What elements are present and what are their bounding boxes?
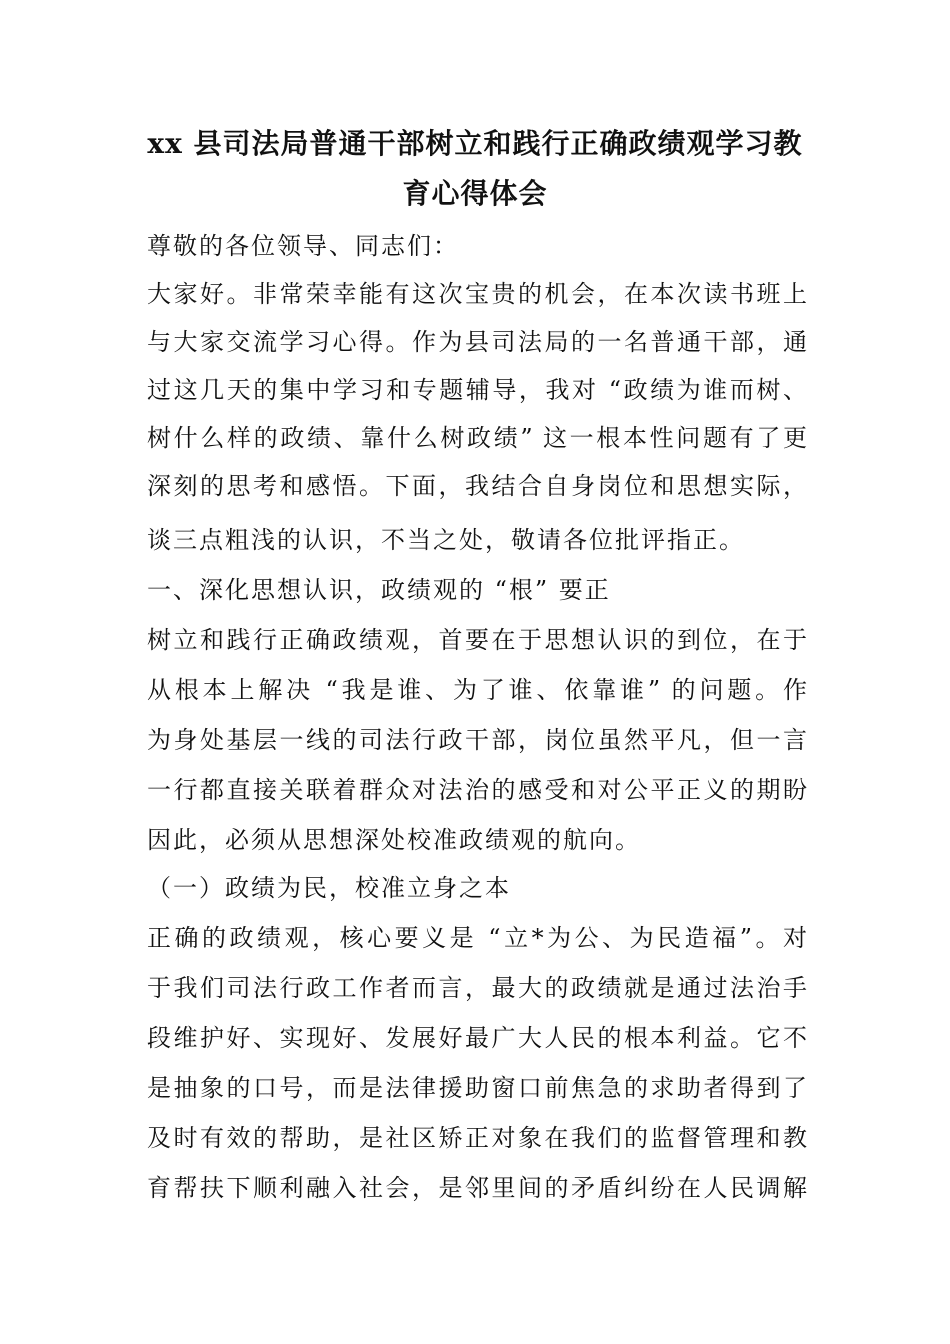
subsection-heading: （一）政绩为民，校准立身之本 <box>147 874 511 902</box>
body-line: 从根本上解决 “我是谁、为了谁、依靠谁” 的问题。作 <box>147 676 807 704</box>
section-heading: 一、深化思想认识，政绩观的 “根” 要正 <box>147 576 611 604</box>
body-line: 因此，必须从思想深处校准政绩观的航向。 <box>147 826 641 854</box>
body-line: 过这几天的集中学习和专题辅导，我对 “政绩为谁而树、 <box>147 376 807 404</box>
body-line: 树什么样的政绩、靠什么树政绩” 这一根本性问题有了更 <box>147 424 807 452</box>
body-line: 树立和践行正确政绩观，首要在于思想认识的到位，在于 <box>147 626 807 654</box>
body-line: 一行都直接关联着群众对法治的感受和对公平正义的期盼 <box>147 776 807 804</box>
body-line: 是抽象的口号，而是法律援助窗口前焦急的求助者得到了 <box>147 1074 807 1102</box>
document-title-line-1: xx 县司法局普通干部树立和践行正确政绩观学习教 <box>147 127 803 160</box>
document-title-line-2: 育心得体会 <box>402 177 548 210</box>
body-line: 深刻的思考和感悟。下面，我结合自身岗位和思想实际， <box>147 472 807 500</box>
body-line: 育帮扶下顺利融入社会，是邻里间的矛盾纠纷在人民调解 <box>147 1174 807 1202</box>
body-line: 谈三点粗浅的认识，不当之处，敬请各位批评指正。 <box>147 526 745 554</box>
body-line: 正确的政绩观，核心要义是 “立*为公、为民造福”。对 <box>147 924 807 952</box>
body-line: 与大家交流学习心得。作为县司法局的一名普通干部，通 <box>147 328 807 356</box>
body-line: 及时有效的帮助，是社区矫正对象在我们的监督管理和教 <box>147 1124 807 1152</box>
body-line: 大家好。非常荣幸能有这次宝贵的机会，在本次读书班上 <box>147 280 807 308</box>
body-line: 于我们司法行政工作者而言，最大的政绩就是通过法治手 <box>147 974 807 1002</box>
body-line: 为身处基层一线的司法行政干部，岗位虽然平凡，但一言 <box>147 726 807 754</box>
salutation: 尊敬的各位领导、同志们： <box>147 232 459 260</box>
body-line: 段维护好、实现好、发展好最广大人民的根本利益。它不 <box>147 1024 807 1052</box>
